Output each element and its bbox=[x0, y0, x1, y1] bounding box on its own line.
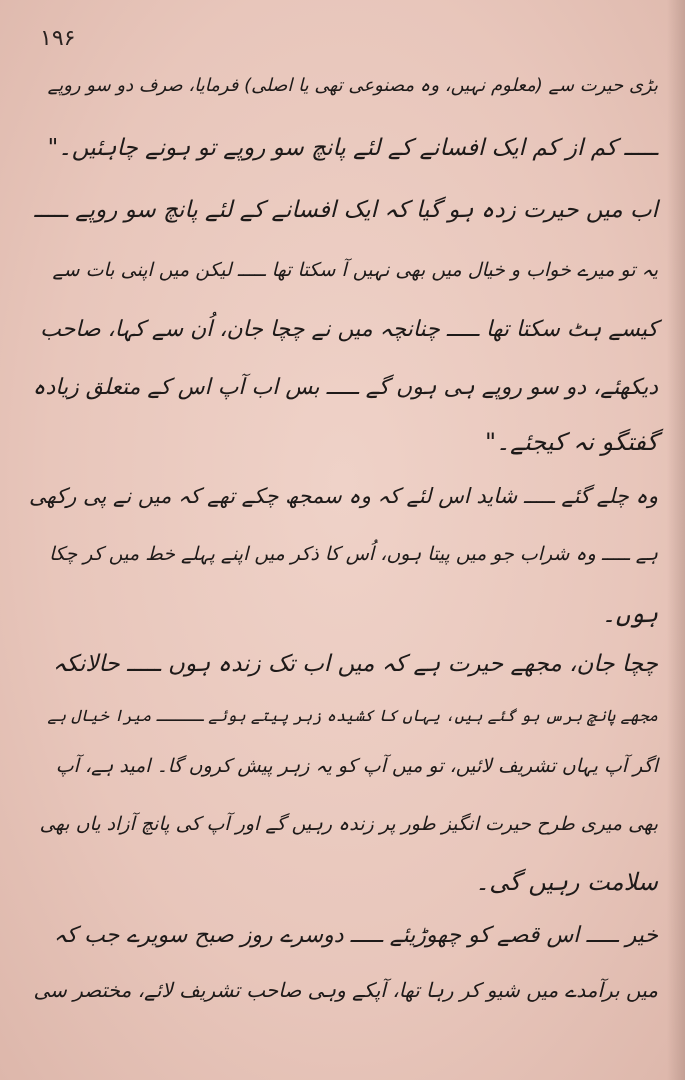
text-line: مجھے پانچ برس ہو گئے ہیں، یہاں کا کشیدہ زہر پیتے ہوئے ـــــ میرا خیال ہے bbox=[47, 706, 658, 725]
text-line: دیکھئے، دو سو روپے ہی ہوں گے ـــــ بس اب آپ اس کے متعلق زیادہ bbox=[32, 375, 658, 400]
page-number: ۱۹۶ bbox=[40, 26, 76, 51]
text-line: وہ چلے گئے ـــــ شاید اس لئے کہ وہ سمجھ چکے تھے کہ میں نے پی رکھی bbox=[29, 484, 658, 508]
text-line: بھی میری طرح حیرت انگیز طور پر زندہ رہیں گے اور آپ کی پانچ آزاد یاں بھی bbox=[39, 813, 658, 835]
page-edge-shadow bbox=[667, 0, 685, 1080]
text-line: میں برآمدے میں شیو کر رہا تھا، آپکے وہی صاحب تشریف لائے، مختصر سی bbox=[33, 978, 658, 1002]
text-line: سلامت رہیں گی۔ bbox=[475, 868, 658, 896]
text-line: چچا جان، مجھے حیرت ہے کہ میں اب تک زندہ ہوں ـــــ حالانکہ bbox=[52, 651, 658, 677]
text-line: ـــــ کم از کم ایک افسانے کے لئے پانچ سو روپے تو ہونے چاہئیں۔" bbox=[47, 135, 658, 161]
text-line: یہ تو میرے خواب و خیال میں بھی نہیں آ سکتا تھا ـــــ لیکن میں اپنی بات سے bbox=[52, 259, 658, 281]
text-line: ہوں۔ bbox=[601, 600, 658, 628]
text-line: اب میں حیرت زدہ ہو گیا کہ ایک افسانے کے لئے پانچ سو روپے ـــــ bbox=[34, 197, 658, 223]
text-line: بڑی حیرت سے (معلوم نہیں، وہ مصنوعی تھی یا اصلی) فرمایا، صرف دو سو روپے bbox=[47, 75, 658, 96]
text-line: اگر آپ یہاں تشریف لائیں، تو میں آپ کو یہ زہر پیش کروں گا۔ امید ہے، آپ bbox=[55, 755, 658, 777]
text-line: ہے ـــــ وہ شراب جو میں پیتا ہوں، اُس کا ذکر میں اپنے پہلے خط میں کر چکا bbox=[49, 543, 658, 565]
text-line: گفتگو نہ کیجئے۔" bbox=[484, 428, 658, 456]
text-line: خیر ـــــ اس قصے کو چھوڑیئے ـــــ دوسرے روز صبح سویرے جب کہ bbox=[53, 923, 658, 948]
text-line: کیسے ہٹ سکتا تھا ـــــ چنانچہ میں نے چچا جان، اُن سے کہا، صاحب bbox=[40, 317, 658, 342]
